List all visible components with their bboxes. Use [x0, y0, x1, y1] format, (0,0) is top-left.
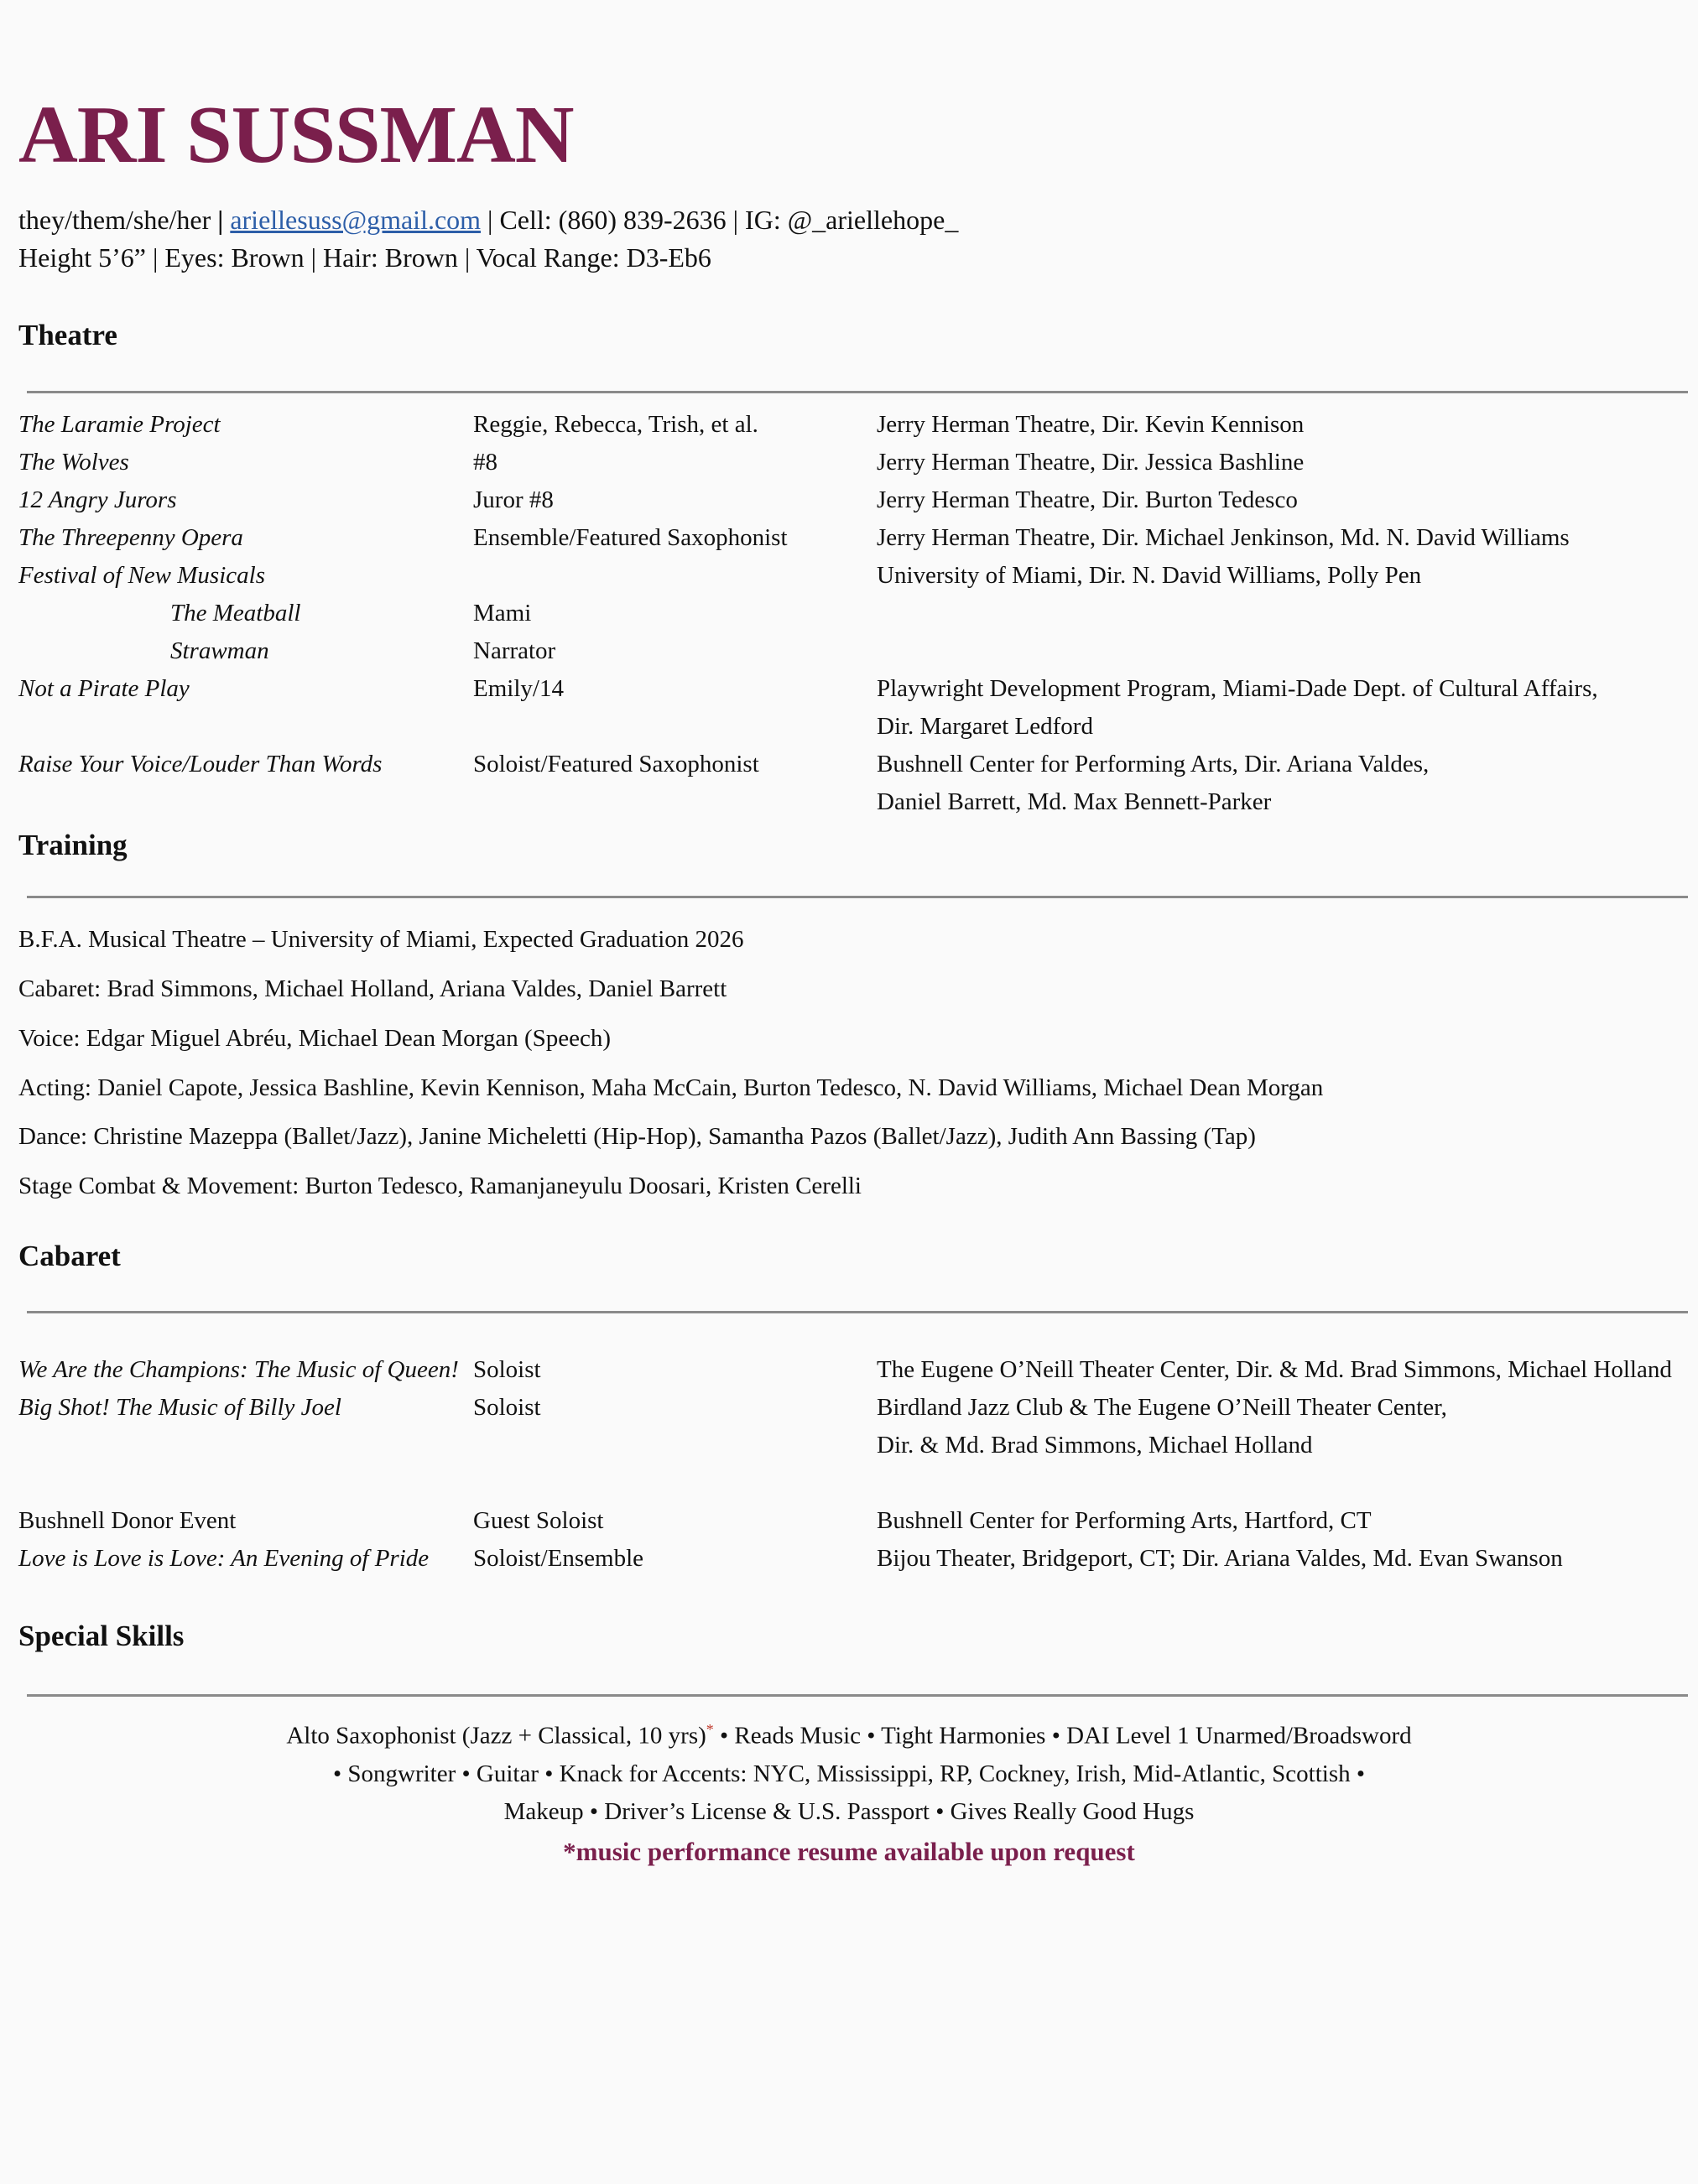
- training-divider: [27, 896, 1688, 898]
- theatre-divider: [27, 391, 1688, 393]
- cell-number: Cell: (860) 839-2636: [499, 205, 727, 235]
- venue-continued: Dir. Margaret Ledford: [877, 713, 1093, 740]
- venue: Bushnell Center for Performing Arts, Hartford, CT: [877, 1507, 1372, 1534]
- production-title: The Wolves: [18, 449, 129, 476]
- vocal-range: Vocal Range: D3-Eb6: [476, 242, 711, 273]
- venue: Jerry Herman Theatre, Dir. Jessica Bashline: [877, 449, 1305, 476]
- cabaret-title: Love is Love is Love: An Evening of Pride: [18, 1545, 430, 1572]
- cabaret-title: Big Shot! The Music of Billy Joel: [18, 1394, 341, 1421]
- venue: Bijou Theater, Bridgeport, CT; Dir. Ariana Valdes, Md. Evan Swanson: [877, 1545, 1563, 1572]
- production-title: The Threepenny Opera: [18, 524, 243, 551]
- skills-line: Makeup • Driver’s License & U.S. Passport • Gives Really Good Hugs: [503, 1797, 1195, 1825]
- training-line: Stage Combat & Movement: Burton Tedesco, Ramanjaneyulu Doosari, Kristen Cerelli: [18, 1173, 862, 1199]
- training-line: Cabaret: Brad Simmons, Michael Holland, Ariana Valdes, Daniel Barrett: [18, 975, 727, 1002]
- cabaret-title: Bushnell Donor Event: [18, 1507, 237, 1534]
- training-line: Voice: Edgar Miguel Abréu, Michael Dean Morgan (Speech): [18, 1025, 611, 1052]
- special-skills-heading: Special Skills: [18, 1620, 185, 1652]
- hair: Hair: Brown: [322, 242, 458, 273]
- resume-note: *music performance resume available upon request: [563, 1837, 1135, 1866]
- production-title: Not a Pirate Play: [18, 675, 190, 702]
- production-title: Festival of New Musicals: [18, 562, 265, 589]
- role: Ensemble/Featured Saxophonist: [473, 524, 788, 551]
- eyes: Eyes: Brown: [164, 242, 305, 273]
- training-line: Dance: Christine Mazeppa (Ballet/Jazz), Janine Micheletti (Hip-Hop), Samantha Pazos (Ballet/Jazz), Judith Ann Bassing (Tap): [18, 1123, 1256, 1150]
- venue: Jerry Herman Theatre, Dir. Kevin Kennison: [877, 411, 1305, 438]
- instagram-handle: IG: @_ariellehope_: [745, 205, 959, 235]
- contact-line-2: Height 5’6” | Eyes: Brown | Hair: Brown | Vocal Range: D3-Eb6: [18, 242, 711, 273]
- height: Height 5’6”: [18, 242, 146, 273]
- cabaret-heading: Cabaret: [18, 1240, 121, 1272]
- role: Soloist/Featured Saxophonist: [473, 751, 759, 777]
- role: Reggie, Rebecca, Trish, et al.: [473, 411, 758, 438]
- skills-list: [0, 1711, 1698, 1831]
- contact-line-1: they/them/she/her | ariellesuss@gmail.com | Cell: (860) 839-2636 | IG: @_ariellehope_: [18, 205, 959, 235]
- training-line: B.F.A. Musical Theatre – University of Miami, Expected Graduation 2026: [18, 926, 744, 953]
- production-title: The Meatball: [170, 600, 301, 627]
- role: Emily/14: [473, 675, 564, 702]
- role: Juror #8: [473, 486, 554, 513]
- skills-line: • Songwriter • Guitar • Knack for Accents: NYC, Mississippi, RP, Cockney, Irish, Mid-Atlantic, Scottish •: [332, 1760, 1366, 1787]
- venue: Playwright Development Program, Miami-Dade Dept. of Cultural Affairs,: [877, 675, 1598, 702]
- training-heading: Training: [18, 829, 128, 861]
- venue: The Eugene O’Neill Theater Center, Dir. & Md. Brad Simmons, Michael Holland: [877, 1356, 1672, 1383]
- production-title: The Laramie Project: [18, 411, 221, 438]
- venue: Bushnell Center for Performing Arts, Dir. Ariana Valdes,: [877, 751, 1430, 777]
- role: Soloist: [473, 1394, 541, 1421]
- production-title: 12 Angry Jurors: [18, 486, 177, 513]
- venue: Jerry Herman Theatre, Dir. Burton Tedesco: [877, 486, 1298, 513]
- skills-divider: [27, 1694, 1688, 1697]
- pronouns: they/them/she/her: [18, 205, 211, 235]
- production-title: Raise Your Voice/Louder Than Words: [18, 751, 383, 777]
- venue-continued: Dir. & Md. Brad Simmons, Michael Holland: [877, 1432, 1313, 1459]
- performer-name: ARI SUSSMAN: [18, 90, 574, 180]
- venue: Jerry Herman Theatre, Dir. Michael Jenkinson, Md. N. David Williams: [877, 524, 1570, 551]
- venue: Birdland Jazz Club & The Eugene O’Neill Theater Center,: [877, 1394, 1447, 1421]
- cabaret-divider: [27, 1311, 1688, 1313]
- role: Narrator: [473, 637, 556, 664]
- role: Soloist/Ensemble: [473, 1545, 643, 1572]
- email-link[interactable]: ariellesuss@gmail.com: [230, 205, 482, 235]
- role: Soloist: [473, 1356, 541, 1383]
- venue-continued: Daniel Barrett, Md. Max Bennett-Parker: [877, 788, 1272, 815]
- role: Guest Soloist: [473, 1507, 604, 1534]
- role: #8: [473, 449, 497, 476]
- production-title: Strawman: [170, 637, 269, 664]
- cabaret-title: We Are the Champions: The Music of Queen!: [18, 1356, 459, 1383]
- role: Mami: [473, 600, 532, 627]
- footnote-marker: *: [706, 1721, 714, 1738]
- theatre-heading: Theatre: [18, 319, 117, 351]
- venue: University of Miami, Dir. N. David Williams, Polly Pen: [877, 562, 1422, 589]
- skills-line: Alto Saxophonist (Jazz + Classical, 10 yrs)* • Reads Music • Tight Harmonies • DAI Level 1 Unarmed/Broadsword: [286, 1721, 1412, 1750]
- training-line: Acting: Daniel Capote, Jessica Bashline, Kevin Kennison, Maha McCain, Burton Tedesco, N. David Williams, Michael Dean Morgan: [18, 1074, 1324, 1101]
